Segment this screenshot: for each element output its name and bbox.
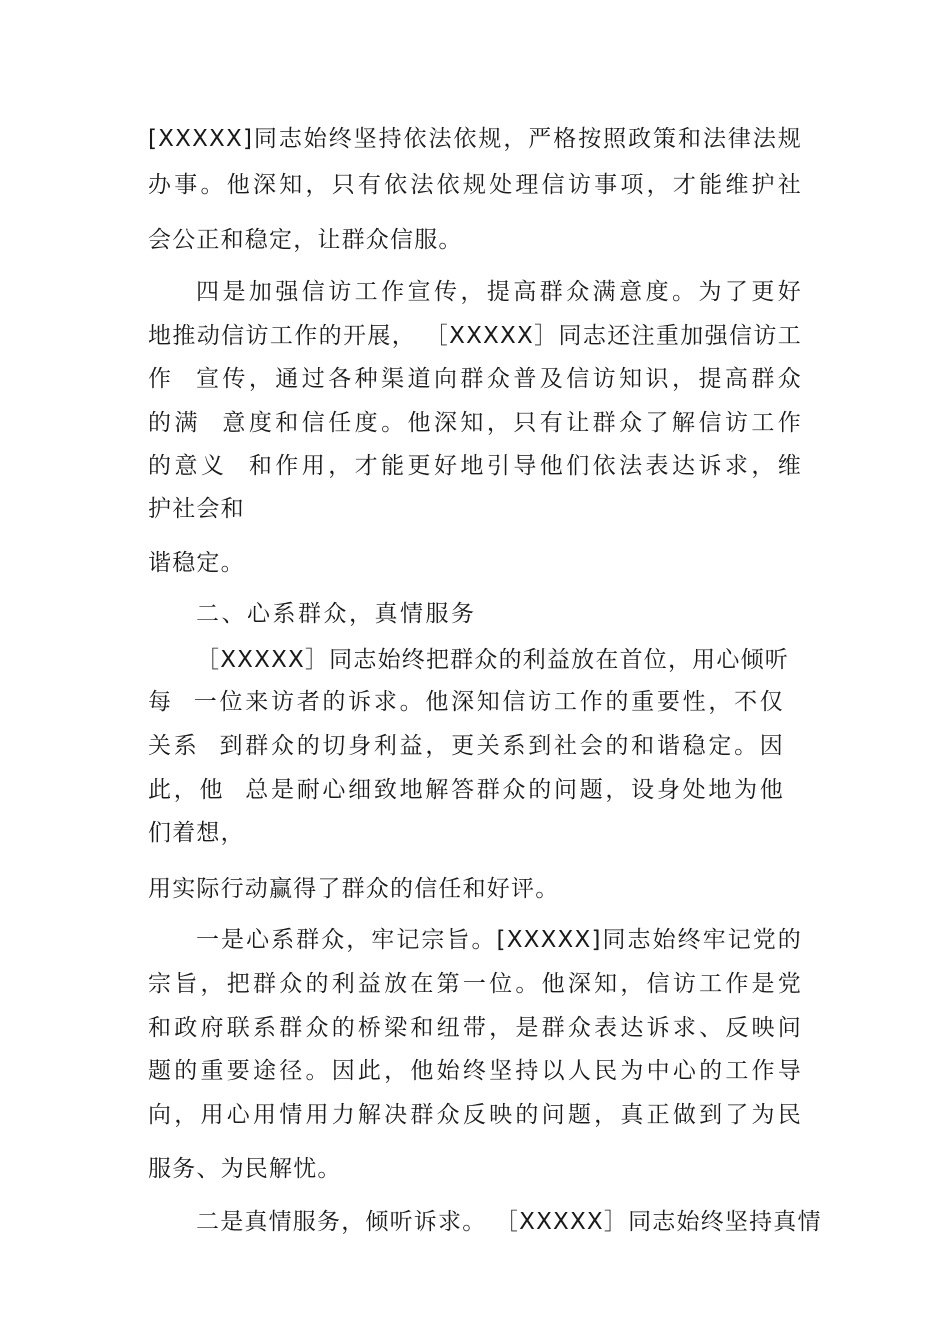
text-line: 四是加强信访工作宣传，提高群众满意度。为了更好: [196, 279, 802, 305]
text-line: 们着想，: [148, 820, 245, 846]
text-line: 办事。他深知，只有依法依规处理信访事项，才能维护社: [148, 172, 802, 198]
text-line: 护社会和: [148, 496, 245, 522]
text-line: 的意义 和作用，才能更好地引导他们依法表达诉求，维: [148, 453, 802, 479]
text-line: 此，他 总是耐心细致地解答群众的问题，设身处地为他: [148, 777, 784, 803]
text-line: 谐稳定。: [148, 550, 245, 576]
text-line: 的满 意度和信任度。他深知，只有让群众了解信访工作: [148, 410, 802, 436]
text-line: [XXXXX]同志始终坚持依法依规，严格按照政策和法律法规: [148, 126, 802, 152]
text-line: 一是心系群众，牢记宗旨。[XXXXX]同志始终牢记党的: [196, 927, 802, 953]
text-line: 用实际行动赢得了群众的信任和好评。: [148, 876, 560, 902]
text-line: 关系 到群众的切身利益，更关系到社会的和谐稳定。因: [148, 733, 784, 759]
text-line: 和政府联系群众的桥梁和纽带，是群众表达诉求、反映问: [148, 1015, 802, 1041]
text-line: ［XXXXX］同志始终把群众的利益放在首位，用心倾听: [196, 647, 789, 673]
text-line: 题的重要途径。因此，他始终坚持以人民为中心的工作导: [148, 1058, 802, 1084]
text-line: 二是真情服务，倾听诉求。 ［XXXXX］同志始终坚持真情: [196, 1209, 822, 1235]
section-heading: 二、心系群众，真情服务: [196, 601, 477, 627]
text-line: 服务、为民解忧。: [148, 1156, 342, 1182]
text-line: 作 宣传，通过各种渠道向群众普及信访知识，提高群众: [148, 366, 802, 392]
text-line: 向，用心用情用力解决群众反映的问题，真正做到了为民: [148, 1102, 802, 1128]
text-line: 宗旨，把群众的利益放在第一位。他深知，信访工作是党: [148, 971, 802, 997]
text-line: 每 一位来访者的诉求。他深知信访工作的重要性，不仅: [148, 689, 784, 715]
text-line: 会公正和稳定，让群众信服。: [148, 227, 463, 253]
text-line: 地推动信访工作的开展， ［XXXXX］同志还注重加强信访工: [148, 323, 802, 349]
